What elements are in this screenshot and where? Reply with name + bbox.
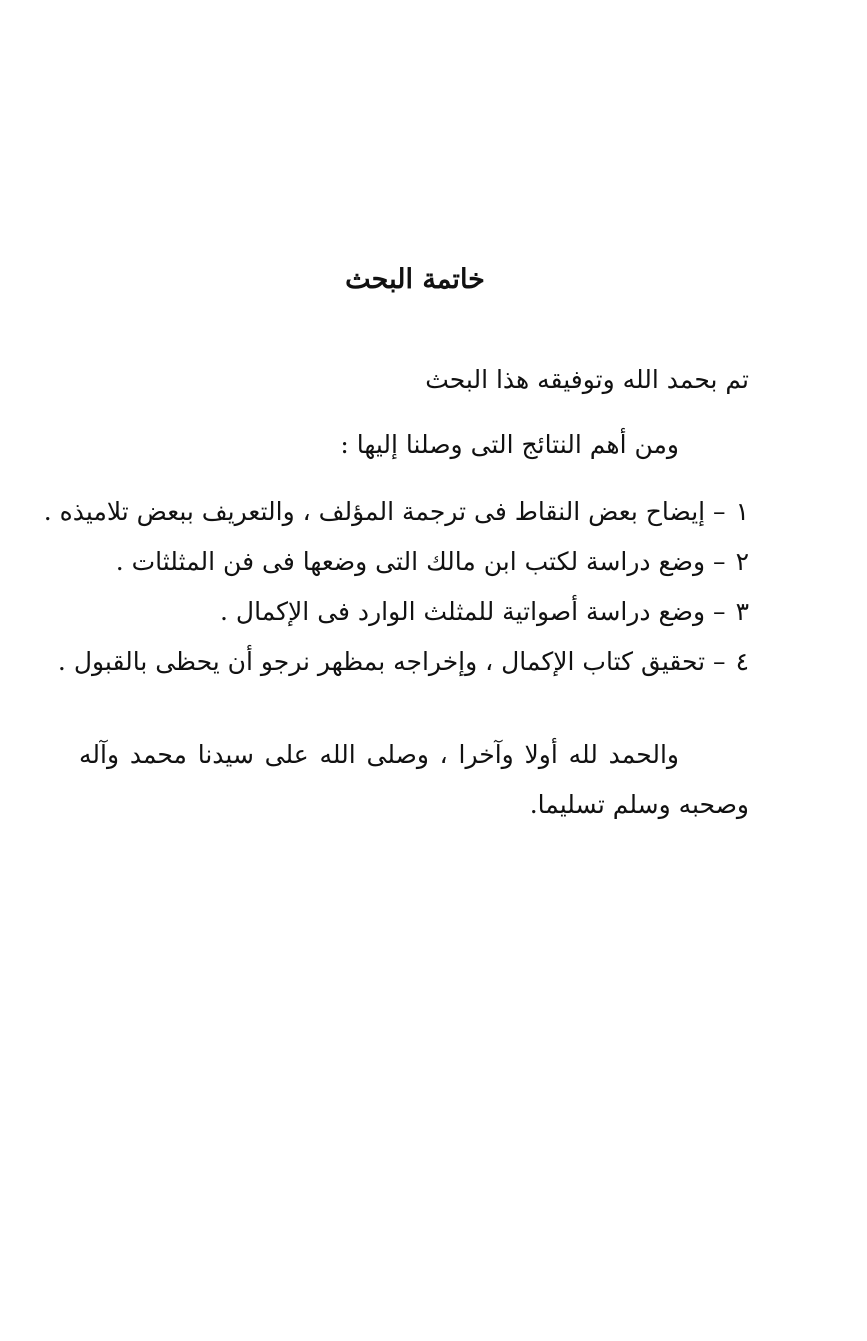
intro-line: تم بحمد الله وتوفيقه هذا البحث bbox=[425, 365, 749, 394]
result-number: ٣ bbox=[735, 597, 749, 626]
result-number: ٤ bbox=[735, 647, 749, 676]
result-number: ٢ bbox=[735, 547, 749, 576]
result-text: – إيضاح بعض النقاط فى ترجمة المؤلف ، والتعريف ببعض تلاميذه . bbox=[43, 497, 726, 526]
result-item bbox=[44, 587, 749, 637]
result-item bbox=[44, 537, 749, 587]
result-text: – تحقيق كتاب الإكمال ، وإخراجه بمظهر نرجو أن يحظى بالقبول . bbox=[57, 647, 726, 676]
result-item bbox=[44, 637, 749, 687]
result-text: – وضع دراسة لكتب ابن مالك التى وضعها فى فن المثلثات . bbox=[115, 547, 726, 576]
results-list bbox=[44, 487, 749, 687]
result-item bbox=[44, 487, 749, 537]
lead-line: ومن أهم النتائج التى وصلنا إليها : bbox=[340, 430, 679, 459]
result-number: ١ bbox=[735, 497, 749, 526]
closing-paragraph: والحمد لله أولا وآخرا ، وصلى الله على سيدنا محمد وآله وصحبه وسلم تسليما. bbox=[79, 740, 749, 819]
result-text: – وضع دراسة أصواتية للمثلث الوارد فى الإكمال . bbox=[220, 597, 726, 626]
page-title: خاتمة البحث bbox=[345, 264, 485, 295]
